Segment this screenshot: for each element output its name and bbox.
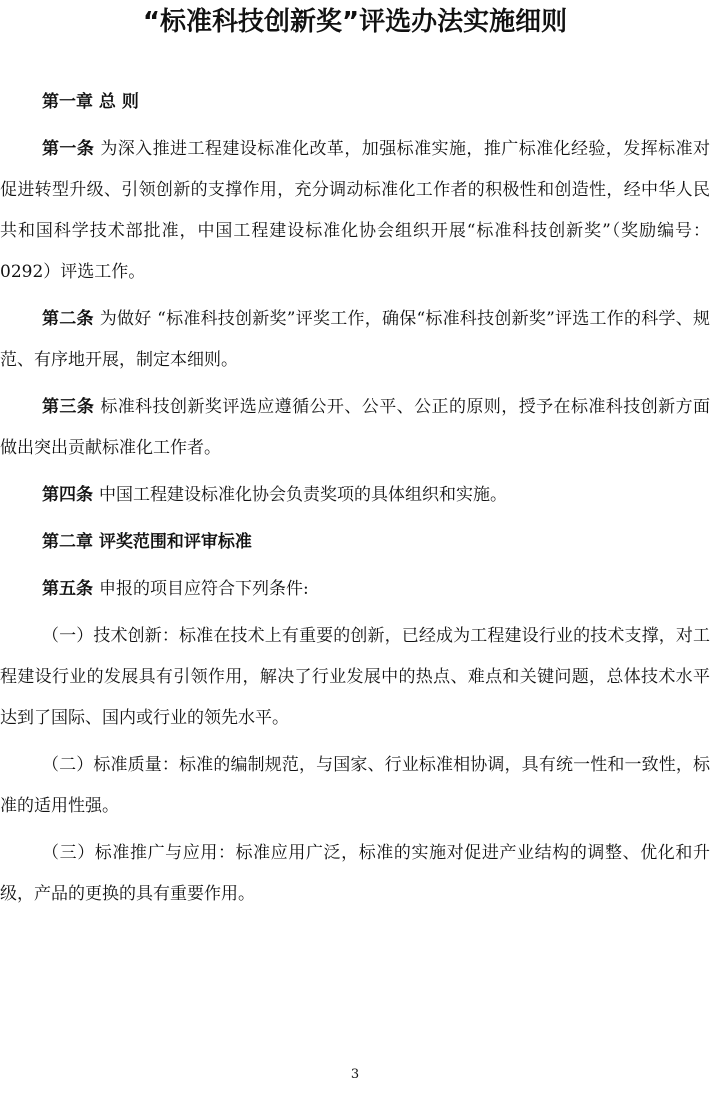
- condition-3: （三）标准推广与应用：标准应用广泛，标准的实施对促进产业结构的调整、优化和升级，产品的更换的具有重要作用。: [0, 843, 710, 904]
- document-body: [0, 82, 710, 915]
- article-label: 第四条: [42, 485, 93, 505]
- article-text: 标准科技创新奖评选应遵循公开、公平、公正的原则，授予在标准科技创新方面做出突出贡献标准化工作者。: [0, 397, 710, 458]
- article-text: 申报的项目应符合下列条件:: [99, 579, 309, 599]
- article-label: 第五条: [42, 579, 93, 599]
- article-label: 第一条: [42, 139, 95, 159]
- condition-2: （二）标准质量：标准的编制规范，与国家、行业标准相协调，具有统一性和一致性，标准的适用性强。: [0, 755, 710, 816]
- page-title: “标准科技创新奖”评选办法实施细则: [142, 7, 568, 37]
- article-text: 中国工程建设标准化协会负责奖项的具体组织和实施。: [99, 485, 507, 505]
- article-3: [0, 387, 710, 469]
- article-4: [0, 475, 710, 516]
- article-text: 为做好 “标准科技创新奖”评奖工作，确保“标准科技创新奖”评选工作的科学、规范、有序地开展，制定本细则。: [0, 309, 710, 370]
- article-1: [0, 129, 710, 293]
- page-number: 3: [350, 1067, 360, 1082]
- chapter-heading-1: 第一章 总 则: [42, 92, 139, 112]
- article-text: 为深入推进工程建设标准化改革，加强标准实施，推广标准化经验，发挥标准对促进转型升级、引领创新的支撑作用，充分调动标准化工作者的积极性和创造性，经中华人民共和国科学技术部批准，中国工程建设标准化协会组织开展“标准科技创新奖”（奖励编号：0292）评选工作。: [0, 139, 710, 282]
- condition-1: （一）技术创新：标准在技术上有重要的创新，已经成为工程建设行业的技术支撑，对工程建设行业的发展具有引领作用，解决了行业发展中的热点、难点和关键问题，总体技术水平达到了国际、国内或行业的领先水平。: [0, 626, 710, 728]
- article-5: [0, 569, 710, 610]
- article-label: 第二条: [42, 309, 94, 329]
- chapter-heading-2: 第二章 评奖范围和评审标准: [42, 532, 252, 552]
- article-label: 第三条: [42, 397, 95, 417]
- article-2: [0, 299, 710, 381]
